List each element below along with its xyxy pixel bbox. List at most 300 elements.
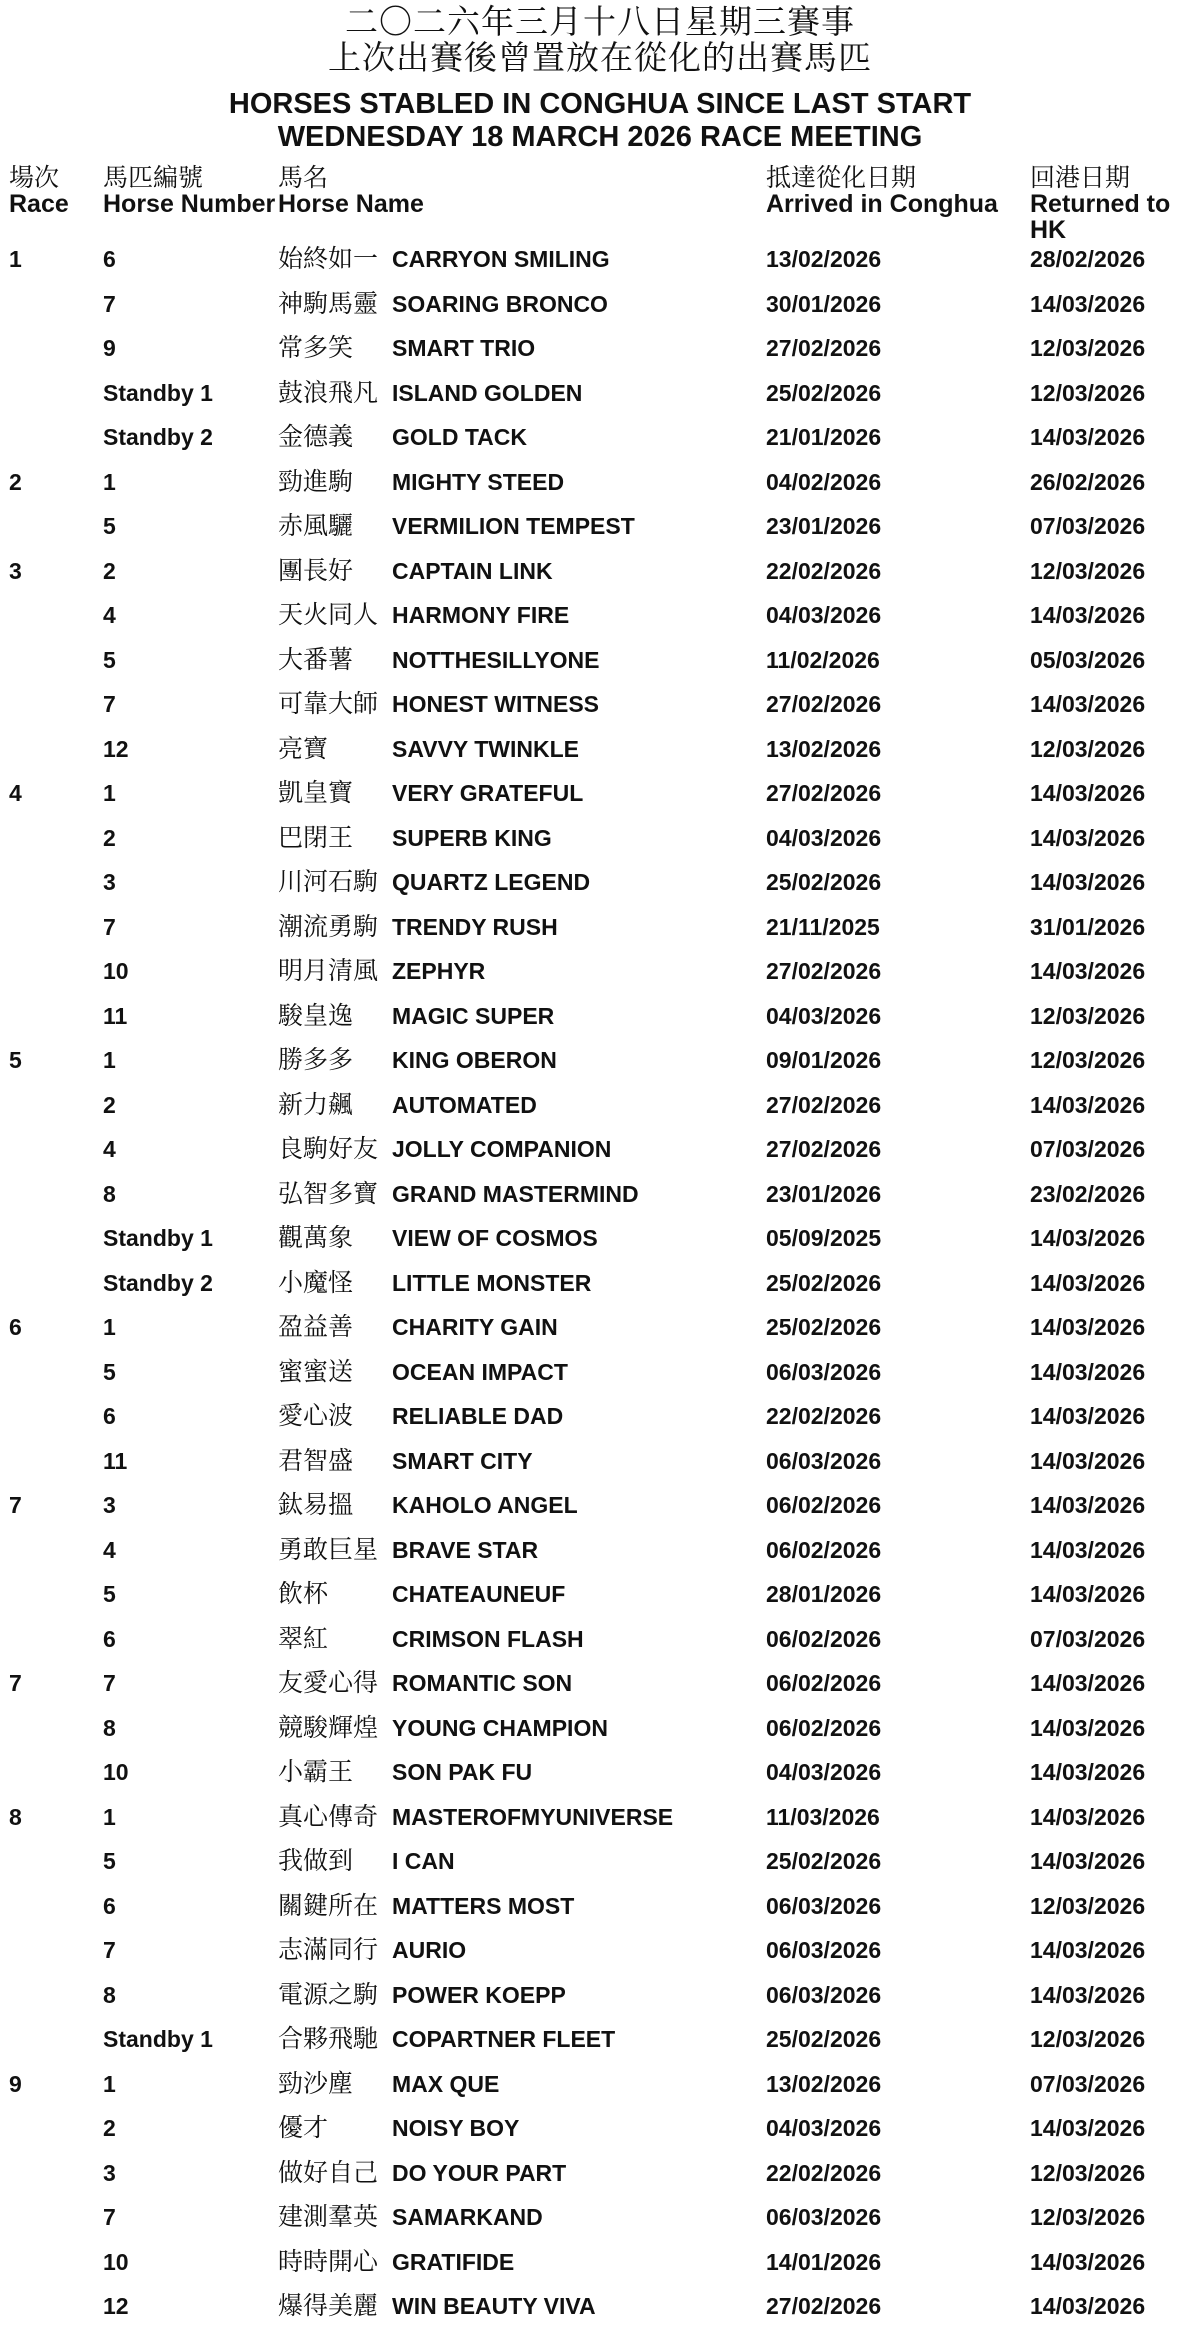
returned-date-cell: 28/02/2026 bbox=[1030, 246, 1146, 272]
returned-date-cell: 12/03/2026 bbox=[1030, 1892, 1146, 1919]
returned-date-cell: 12/03/2026 bbox=[1030, 335, 1146, 361]
horse-name-zh-cell: 關鍵所在 bbox=[278, 1890, 379, 1920]
table-row bbox=[0, 1624, 1200, 1669]
horse-number-cell: 3 bbox=[103, 2159, 116, 2186]
horse-name-zh-cell: 合夥飛馳 bbox=[278, 2024, 379, 2053]
horse-name-en-cell: CHARITY GAIN bbox=[392, 1314, 558, 1340]
horse-name-zh-cell: 潮流勇駒 bbox=[278, 911, 379, 941]
horse-name-zh-cell: 可靠大師 bbox=[278, 689, 379, 718]
horse-number-cell: 1 bbox=[103, 1314, 116, 1340]
arrived-date-cell: 06/03/2026 bbox=[766, 2204, 882, 2230]
horse-name-zh-cell: 鼓浪飛凡 bbox=[278, 377, 379, 407]
arrived-date-cell: 27/02/2026 bbox=[766, 1136, 882, 1162]
returned-date-cell: 14/03/2026 bbox=[1030, 1403, 1146, 1429]
horse-name-en-cell: CARRYON SMILING bbox=[392, 246, 610, 272]
returned-date-cell: 14/03/2026 bbox=[1030, 824, 1146, 851]
table-row bbox=[0, 422, 1200, 467]
horse-name-zh-cell: 神駒馬靈 bbox=[278, 288, 379, 318]
chinese-title-line-2: 上次出賽後曾置放在從化的出賽馬匹 bbox=[328, 38, 872, 77]
returned-date-cell: 12/03/2026 bbox=[1030, 557, 1146, 584]
column-header-horse-name-zh: 馬名 bbox=[278, 163, 329, 192]
horse-number-cell: 11 bbox=[103, 1002, 128, 1029]
horse-name-zh-cell: 川河石駒 bbox=[278, 867, 379, 896]
horse-name-en-cell: SON PAK FU bbox=[392, 1759, 533, 1785]
arrived-date-cell: 22/02/2026 bbox=[766, 557, 882, 584]
horse-name-en-cell: MAX QUE bbox=[392, 2070, 500, 2097]
horse-number-cell: 10 bbox=[103, 958, 129, 984]
horse-name-zh-cell: 競駿輝煌 bbox=[278, 1712, 379, 1742]
arrived-date-cell: 13/02/2026 bbox=[766, 2070, 882, 2097]
table-row bbox=[0, 1980, 1200, 2025]
table-row bbox=[0, 1802, 1200, 1847]
horse-name-en-cell: ISLAND GOLDEN bbox=[392, 379, 583, 406]
table-row bbox=[0, 1446, 1200, 1491]
horse-name-en-cell: VIEW OF COSMOS bbox=[392, 1225, 598, 1251]
race-cell: 8 bbox=[9, 1803, 22, 1830]
column-header-race-zh: 場次 bbox=[9, 163, 60, 192]
arrived-date-cell: 06/02/2026 bbox=[766, 1625, 882, 1652]
horse-name-zh-cell: 勇敢巨星 bbox=[278, 1534, 379, 1564]
horse-name-zh-cell: 常多笑 bbox=[278, 333, 354, 362]
table-row bbox=[0, 1357, 1200, 1402]
horse-number-cell: 1 bbox=[103, 1803, 116, 1830]
horse-name-en-cell: COPARTNER FLEET bbox=[392, 2026, 616, 2052]
returned-date-cell: 14/03/2026 bbox=[1030, 1314, 1146, 1340]
horse-name-zh-cell: 弘智多寶 bbox=[278, 1178, 379, 1208]
table-row bbox=[0, 2202, 1200, 2247]
horse-name-en-cell: YOUNG CHAMPION bbox=[392, 1714, 608, 1741]
column-header-horse-number-en: Horse Number bbox=[103, 190, 276, 218]
horse-number-cell: 2 bbox=[103, 824, 116, 851]
horse-name-en-cell: KING OBERON bbox=[392, 1047, 557, 1073]
horse-name-en-cell: SMART CITY bbox=[392, 1447, 533, 1474]
horse-name-en-cell: NOTTHESILLYONE bbox=[392, 646, 600, 673]
returned-date-cell: 12/03/2026 bbox=[1030, 1047, 1146, 1073]
horse-name-en-cell: VERMILION TEMPEST bbox=[392, 513, 635, 539]
horse-name-en-cell: CRIMSON FLASH bbox=[392, 1625, 584, 1652]
table-row bbox=[0, 689, 1200, 734]
column-header-returned-zh: 回港日期 bbox=[1030, 163, 1131, 192]
horse-number-cell: 4 bbox=[103, 1536, 116, 1563]
returned-date-cell: 07/03/2026 bbox=[1030, 1136, 1146, 1162]
table-row bbox=[0, 1579, 1200, 1624]
horse-number-cell: 7 bbox=[103, 913, 116, 940]
horse-name-zh-cell: 新力飆 bbox=[278, 1089, 354, 1119]
horse-name-en-cell: SOARING BRONCO bbox=[392, 290, 608, 317]
arrived-date-cell: 23/01/2026 bbox=[766, 513, 882, 539]
arrived-date-cell: 05/09/2025 bbox=[766, 1225, 882, 1251]
horse-name-en-cell: ZEPHYR bbox=[392, 958, 486, 984]
returned-date-cell: 07/03/2026 bbox=[1030, 513, 1146, 539]
horse-number-cell: Standby 2 bbox=[103, 424, 213, 450]
column-header-horse-name bbox=[278, 165, 424, 217]
returned-date-cell: 14/03/2026 bbox=[1030, 2293, 1146, 2319]
column-header-horse-number-zh: 馬匹編號 bbox=[103, 163, 204, 192]
arrived-date-cell: 30/01/2026 bbox=[766, 290, 882, 317]
horse-number-cell: 8 bbox=[103, 1981, 116, 2008]
returned-date-cell: 23/02/2026 bbox=[1030, 1180, 1146, 1207]
arrived-date-cell: 25/02/2026 bbox=[766, 379, 882, 406]
table-row bbox=[0, 867, 1200, 912]
returned-date-cell: 14/03/2026 bbox=[1030, 2115, 1146, 2141]
horse-name-zh-cell: 友愛心得 bbox=[278, 1668, 379, 1697]
arrived-date-cell: 06/02/2026 bbox=[766, 1714, 882, 1741]
arrived-date-cell: 06/03/2026 bbox=[766, 1892, 882, 1919]
race-cell: 2 bbox=[9, 468, 22, 495]
horse-name-en-cell: RELIABLE DAD bbox=[392, 1403, 564, 1429]
returned-date-cell: 14/03/2026 bbox=[1030, 1714, 1146, 1741]
returned-date-cell: 12/03/2026 bbox=[1030, 2159, 1146, 2186]
horse-name-zh-cell: 鈦易搵 bbox=[278, 1490, 354, 1519]
horse-name-en-cell: GRATIFIDE bbox=[392, 2248, 515, 2275]
horse-number-cell: 5 bbox=[103, 1358, 116, 1385]
table-row bbox=[0, 333, 1200, 378]
table-row bbox=[0, 1312, 1200, 1357]
race-cell: 9 bbox=[9, 2070, 22, 2097]
horse-name-en-cell: I CAN bbox=[392, 1848, 455, 1874]
horse-number-cell: 8 bbox=[103, 1714, 116, 1741]
table-row bbox=[0, 1001, 1200, 1046]
returned-date-cell: 07/03/2026 bbox=[1030, 1625, 1146, 1652]
horse-name-zh-cell: 良駒好友 bbox=[278, 1134, 379, 1163]
horse-number-cell: 12 bbox=[103, 735, 129, 762]
horse-name-en-cell: HONEST WITNESS bbox=[392, 691, 600, 717]
arrived-date-cell: 06/02/2026 bbox=[766, 1536, 882, 1563]
horse-number-cell: 11 bbox=[103, 1447, 128, 1474]
horse-name-zh-cell: 我做到 bbox=[278, 1846, 354, 1875]
document-header bbox=[0, 0, 1200, 154]
horse-number-cell: 5 bbox=[103, 646, 116, 673]
horse-name-en-cell: SMART TRIO bbox=[392, 335, 536, 361]
arrived-date-cell: 25/02/2026 bbox=[766, 1848, 882, 1874]
horse-name-en-cell: MATTERS MOST bbox=[392, 1892, 575, 1919]
returned-date-cell: 12/03/2026 bbox=[1030, 2026, 1146, 2052]
horse-number-cell: 5 bbox=[103, 1848, 116, 1874]
returned-date-cell: 14/03/2026 bbox=[1030, 1803, 1146, 1830]
table-row bbox=[0, 511, 1200, 556]
race-cell: 5 bbox=[9, 1047, 22, 1073]
returned-date-cell: 12/03/2026 bbox=[1030, 379, 1146, 406]
returned-date-cell: 14/03/2026 bbox=[1030, 1447, 1146, 1474]
table-row bbox=[0, 600, 1200, 645]
race-cell: 1 bbox=[9, 246, 22, 272]
horse-table bbox=[0, 244, 1200, 2336]
horse-name-en-cell: AUTOMATED bbox=[392, 1091, 537, 1118]
horse-name-zh-cell: 小霸王 bbox=[278, 1757, 354, 1786]
horse-name-en-cell: ROMANTIC SON bbox=[392, 1670, 573, 1696]
horse-name-en-cell: MAGIC SUPER bbox=[392, 1002, 555, 1029]
arrived-date-cell: 27/02/2026 bbox=[766, 958, 882, 984]
horse-name-zh-cell: 電源之駒 bbox=[278, 1979, 379, 2009]
horse-name-en-cell: QUARTZ LEGEND bbox=[392, 869, 591, 895]
horse-name-zh-cell: 真心傳奇 bbox=[278, 1801, 379, 1831]
horse-number-cell: 1 bbox=[103, 1047, 116, 1073]
returned-date-cell: 14/03/2026 bbox=[1030, 1581, 1146, 1607]
table-row bbox=[0, 289, 1200, 334]
horse-name-zh-cell: 愛心波 bbox=[278, 1401, 354, 1430]
returned-date-cell: 14/03/2026 bbox=[1030, 1981, 1146, 2008]
horse-name-zh-cell: 君智盛 bbox=[278, 1445, 354, 1475]
returned-date-cell: 14/03/2026 bbox=[1030, 1358, 1146, 1385]
table-row bbox=[0, 956, 1200, 1001]
arrived-date-cell: 06/03/2026 bbox=[766, 1937, 882, 1963]
horse-name-en-cell: OCEAN IMPACT bbox=[392, 1358, 568, 1385]
table-row bbox=[0, 1401, 1200, 1446]
race-cell: 4 bbox=[9, 780, 22, 806]
table-row bbox=[0, 1668, 1200, 1713]
arrived-date-cell: 27/02/2026 bbox=[766, 780, 882, 806]
column-header-returned-en: Returned to HK bbox=[1030, 190, 1171, 244]
returned-date-cell: 12/03/2026 bbox=[1030, 2204, 1146, 2230]
horse-number-cell: 5 bbox=[103, 1581, 116, 1607]
english-title-line-2: WEDNESDAY 18 MARCH 2026 RACE MEETING bbox=[277, 121, 923, 153]
table-row bbox=[0, 2291, 1200, 2336]
arrived-date-cell: 13/02/2026 bbox=[766, 246, 882, 272]
column-header-horse-number bbox=[103, 165, 275, 217]
horse-number-cell: 1 bbox=[103, 468, 116, 495]
returned-date-cell: 12/03/2026 bbox=[1030, 1002, 1146, 1029]
returned-date-cell: 14/03/2026 bbox=[1030, 290, 1146, 317]
horse-name-en-cell: SAMARKAND bbox=[392, 2204, 543, 2230]
table-row bbox=[0, 1935, 1200, 1980]
horse-name-en-cell: WIN BEAUTY VIVA bbox=[392, 2293, 596, 2319]
returned-date-cell: 14/03/2026 bbox=[1030, 958, 1146, 984]
arrived-date-cell: 27/02/2026 bbox=[766, 691, 882, 717]
table-row bbox=[0, 1535, 1200, 1580]
horse-name-zh-cell: 飲杯 bbox=[278, 1579, 329, 1608]
race-cell: 3 bbox=[9, 557, 22, 584]
arrived-date-cell: 27/02/2026 bbox=[766, 335, 882, 361]
horse-number-cell: Standby 1 bbox=[103, 1225, 213, 1251]
horse-name-zh-cell: 亮寶 bbox=[278, 733, 329, 763]
horse-number-cell: Standby 1 bbox=[103, 2026, 213, 2052]
column-header-horse-name-en: Horse Name bbox=[278, 190, 424, 218]
table-row bbox=[0, 1846, 1200, 1891]
horse-name-en-cell: SAVVY TWINKLE bbox=[392, 735, 579, 762]
arrived-date-cell: 04/03/2026 bbox=[766, 602, 882, 628]
arrived-date-cell: 25/02/2026 bbox=[766, 1269, 882, 1296]
horse-number-cell: 6 bbox=[103, 1625, 116, 1652]
horse-name-zh-cell: 凱皇寶 bbox=[278, 778, 354, 807]
arrived-date-cell: 04/02/2026 bbox=[766, 468, 882, 495]
horse-number-cell: 3 bbox=[103, 1492, 116, 1518]
returned-date-cell: 31/01/2026 bbox=[1030, 913, 1146, 940]
horse-name-en-cell: TRENDY RUSH bbox=[392, 913, 558, 940]
horse-name-zh-cell: 赤風驪 bbox=[278, 511, 354, 540]
returned-date-cell: 14/03/2026 bbox=[1030, 869, 1146, 895]
horse-name-en-cell: MIGHTY STEED bbox=[392, 468, 565, 495]
returned-date-cell: 14/03/2026 bbox=[1030, 1225, 1146, 1251]
horse-name-en-cell: AURIO bbox=[392, 1937, 467, 1963]
horse-number-cell: 9 bbox=[103, 335, 116, 361]
table-row bbox=[0, 244, 1200, 289]
returned-date-cell: 14/03/2026 bbox=[1030, 780, 1146, 806]
horse-number-cell: Standby 1 bbox=[103, 379, 213, 406]
arrived-date-cell: 25/02/2026 bbox=[766, 869, 882, 895]
horse-name-zh-cell: 明月清風 bbox=[278, 956, 379, 985]
horse-name-zh-cell: 優才 bbox=[278, 2113, 329, 2142]
returned-date-cell: 14/03/2026 bbox=[1030, 424, 1146, 450]
table-row bbox=[0, 467, 1200, 512]
arrived-date-cell: 25/02/2026 bbox=[766, 1314, 882, 1340]
horse-number-cell: 1 bbox=[103, 2070, 116, 2097]
arrived-date-cell: 04/03/2026 bbox=[766, 2115, 882, 2141]
arrived-date-cell: 25/02/2026 bbox=[766, 2026, 882, 2052]
horse-number-cell: 8 bbox=[103, 1180, 116, 1207]
horse-number-cell: 10 bbox=[103, 1759, 129, 1785]
horse-number-cell: 7 bbox=[103, 290, 116, 317]
horse-name-zh-cell: 大番薯 bbox=[278, 644, 354, 674]
column-header-race bbox=[9, 165, 69, 217]
horse-name-zh-cell: 勝多多 bbox=[278, 1045, 354, 1074]
table-row bbox=[0, 2024, 1200, 2069]
returned-date-cell: 14/03/2026 bbox=[1030, 602, 1146, 628]
table-row bbox=[0, 556, 1200, 601]
returned-date-cell: 14/03/2026 bbox=[1030, 1269, 1146, 1296]
arrived-date-cell: 14/01/2026 bbox=[766, 2248, 882, 2275]
arrived-date-cell: 13/02/2026 bbox=[766, 735, 882, 762]
horse-name-zh-cell: 勁進駒 bbox=[278, 466, 354, 496]
arrived-date-cell: 22/02/2026 bbox=[766, 1403, 882, 1429]
arrived-date-cell: 22/02/2026 bbox=[766, 2159, 882, 2186]
table-row bbox=[0, 378, 1200, 423]
returned-date-cell: 14/03/2026 bbox=[1030, 1670, 1146, 1696]
horse-name-en-cell: BRAVE STAR bbox=[392, 1536, 539, 1563]
race-cell: 6 bbox=[9, 1314, 22, 1340]
arrived-date-cell: 21/01/2026 bbox=[766, 424, 882, 450]
horse-name-en-cell: LITTLE MONSTER bbox=[392, 1269, 592, 1296]
table-row bbox=[0, 1090, 1200, 1135]
horse-name-zh-cell: 蜜蜜送 bbox=[278, 1356, 354, 1386]
horse-name-en-cell: GRAND MASTERMIND bbox=[392, 1180, 639, 1207]
horse-name-en-cell: HARMONY FIRE bbox=[392, 602, 570, 628]
table-row bbox=[0, 645, 1200, 690]
horse-name-en-cell: SUPERB KING bbox=[392, 824, 552, 851]
horse-name-zh-cell: 團長好 bbox=[278, 555, 354, 585]
arrived-date-cell: 23/01/2026 bbox=[766, 1180, 882, 1207]
horse-number-cell: 1 bbox=[103, 780, 116, 806]
horse-number-cell: 6 bbox=[103, 1892, 116, 1919]
horse-name-en-cell: VERY GRATEFUL bbox=[392, 780, 584, 806]
arrived-date-cell: 06/02/2026 bbox=[766, 1492, 882, 1518]
horse-number-cell: 4 bbox=[103, 1136, 116, 1162]
table-row bbox=[0, 1045, 1200, 1090]
horse-name-zh-cell: 巴閉王 bbox=[278, 822, 354, 852]
table-row bbox=[0, 1223, 1200, 1268]
horse-name-en-cell: JOLLY COMPANION bbox=[392, 1136, 612, 1162]
returned-date-cell: 14/03/2026 bbox=[1030, 2248, 1146, 2275]
horse-number-cell: 3 bbox=[103, 869, 116, 895]
returned-date-cell: 14/03/2026 bbox=[1030, 1937, 1146, 1963]
arrived-date-cell: 04/03/2026 bbox=[766, 1002, 882, 1029]
arrived-date-cell: 11/02/2026 bbox=[766, 646, 880, 673]
horse-number-cell: 2 bbox=[103, 1091, 116, 1118]
table-row bbox=[0, 2113, 1200, 2158]
table-row bbox=[0, 823, 1200, 868]
horse-name-en-cell: GOLD TACK bbox=[392, 424, 528, 450]
table-row bbox=[0, 1134, 1200, 1179]
arrived-date-cell: 21/11/2025 bbox=[766, 913, 880, 940]
horse-name-zh-cell: 始終如一 bbox=[278, 244, 379, 273]
horse-name-en-cell: CAPTAIN LINK bbox=[392, 557, 553, 584]
column-header-arrived-zh: 抵達從化日期 bbox=[766, 163, 917, 192]
horse-name-en-cell: NOISY BOY bbox=[392, 2115, 520, 2141]
horse-number-cell: 2 bbox=[103, 2115, 116, 2141]
horse-name-zh-cell: 小魔怪 bbox=[278, 1267, 354, 1297]
table-row bbox=[0, 2247, 1200, 2292]
horse-number-cell: 10 bbox=[103, 2248, 129, 2275]
table-row bbox=[0, 912, 1200, 957]
column-header-arrived bbox=[766, 165, 998, 217]
column-header-returned bbox=[1030, 165, 1200, 243]
returned-date-cell: 14/03/2026 bbox=[1030, 1091, 1146, 1118]
returned-date-cell: 14/03/2026 bbox=[1030, 1759, 1146, 1785]
horse-number-cell: 7 bbox=[103, 1670, 116, 1696]
horse-name-zh-cell: 盈益善 bbox=[278, 1312, 354, 1341]
horse-name-en-cell: MASTEROFMYUNIVERSE bbox=[392, 1803, 674, 1830]
table-row bbox=[0, 1490, 1200, 1535]
arrived-date-cell: 06/03/2026 bbox=[766, 1447, 882, 1474]
horse-number-cell: 7 bbox=[103, 1937, 116, 1963]
chinese-title-line-1: 二〇二六年三月十八日星期三賽事 bbox=[345, 2, 855, 41]
returned-date-cell: 14/03/2026 bbox=[1030, 691, 1146, 717]
table-row bbox=[0, 734, 1200, 779]
arrived-date-cell: 06/02/2026 bbox=[766, 1670, 882, 1696]
horse-number-cell: 6 bbox=[103, 246, 116, 272]
table-row bbox=[0, 2158, 1200, 2203]
table-row bbox=[0, 2069, 1200, 2114]
horse-name-en-cell: KAHOLO ANGEL bbox=[392, 1492, 578, 1518]
arrived-date-cell: 28/01/2026 bbox=[766, 1581, 882, 1607]
column-header-race-en: Race bbox=[9, 190, 69, 218]
table-row bbox=[0, 1757, 1200, 1802]
table-row bbox=[0, 1891, 1200, 1936]
arrived-date-cell: 09/01/2026 bbox=[766, 1047, 882, 1073]
column-header-arrived-en: Arrived in Conghua bbox=[766, 190, 998, 218]
returned-date-cell: 26/02/2026 bbox=[1030, 468, 1146, 495]
horse-name-en-cell: CHATEAUNEUF bbox=[392, 1581, 566, 1607]
arrived-date-cell: 27/02/2026 bbox=[766, 2293, 882, 2319]
horse-number-cell: 7 bbox=[103, 691, 116, 717]
horse-name-zh-cell: 駿皇逸 bbox=[278, 1000, 354, 1030]
horse-number-cell: 4 bbox=[103, 602, 116, 628]
horse-name-zh-cell: 勁沙塵 bbox=[278, 2068, 354, 2098]
horse-number-cell: 7 bbox=[103, 2204, 116, 2230]
horse-number-cell: 12 bbox=[103, 2293, 129, 2319]
table-row bbox=[0, 1713, 1200, 1758]
horse-name-zh-cell: 建測羣英 bbox=[278, 2202, 379, 2231]
race-cell: 7 bbox=[9, 1670, 22, 1696]
horse-name-zh-cell: 時時開心 bbox=[278, 2246, 379, 2276]
returned-date-cell: 07/03/2026 bbox=[1030, 2070, 1146, 2097]
horse-name-zh-cell: 志滿同行 bbox=[278, 1935, 379, 1964]
english-title-line-1: HORSES STABLED IN CONGHUA SINCE LAST START bbox=[228, 88, 972, 120]
horse-name-zh-cell: 觀萬象 bbox=[278, 1223, 354, 1252]
arrived-date-cell: 06/03/2026 bbox=[766, 1981, 882, 2008]
returned-date-cell: 12/03/2026 bbox=[1030, 735, 1146, 762]
horse-name-zh-cell: 天火同人 bbox=[278, 600, 379, 629]
horse-number-cell: 6 bbox=[103, 1403, 116, 1429]
returned-date-cell: 14/03/2026 bbox=[1030, 1848, 1146, 1874]
returned-date-cell: 05/03/2026 bbox=[1030, 646, 1146, 673]
table-row bbox=[0, 778, 1200, 823]
horse-number-cell: Standby 2 bbox=[103, 1269, 213, 1296]
arrived-date-cell: 04/03/2026 bbox=[766, 824, 882, 851]
horse-name-en-cell: DO YOUR PART bbox=[392, 2159, 567, 2186]
arrived-date-cell: 04/03/2026 bbox=[766, 1759, 882, 1785]
table-row bbox=[0, 1268, 1200, 1313]
horse-name-zh-cell: 翠紅 bbox=[278, 1623, 329, 1653]
